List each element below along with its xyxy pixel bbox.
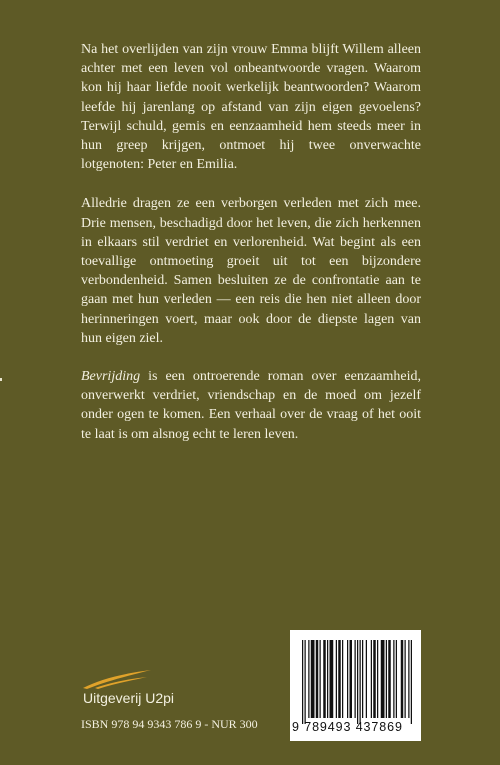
isbn-barcode xyxy=(290,630,421,741)
swoosh-logo-icon xyxy=(81,666,161,692)
blurb-paragraph-3 xyxy=(81,367,421,444)
publisher-name: Uitgeverij U2pi xyxy=(83,690,175,706)
edge-mark xyxy=(0,378,2,381)
blurb-paragraph-3-text: is een ontroerende roman over eenzaamheid, onverwerkt verdriet, vriendschap en de moed om jezelf onder ogen te komen. Een verhaal over de vraag of het ooit te laat is om alsnog echt te leren leven. xyxy=(81,369,421,442)
back-cover-blurb xyxy=(81,40,421,444)
blurb-paragraph-1: Na het overlijden van zijn vrouw Emma blijft Willem alleen achter met een leven vol onbeantwoorde vragen. Waarom kon hij haar liefde nooit werkelijk beantwoorden? Waarom leefde hij jarenlang op afstand van zijn eigen gevoelens? Terwijl schuld, gemis en eenzaamheid hem steeds meer in hun greep krijgen, ontmoet hij twee onverwachte lotgenoten: Peter en Emilia. xyxy=(81,42,421,173)
isbn-nur-line: ISBN 978 94 9343 786 9 - NUR 300 xyxy=(81,717,258,731)
blurb-paragraph-2: Alledrie dragen ze een verborgen verleden met zich mee. Drie mensen, beschadigd door het leven, die zich herkennen in elkaars stil verdriet en verlorenheid. Wat begint als een toevallige ontmoeting groeit uit tot een bijzondere verbondenheid. Samen besluiten ze de confrontatie aan te gaan met hun verleden — een reis die hen niet alleen door herinneringen voert, maar ook door de diepste lagen van hun eigen ziel. xyxy=(81,196,421,346)
book-title-italic: Bevrijding xyxy=(81,369,141,385)
barcode-digits: 9 789493 437869 xyxy=(292,720,403,734)
publisher-block xyxy=(81,666,221,716)
